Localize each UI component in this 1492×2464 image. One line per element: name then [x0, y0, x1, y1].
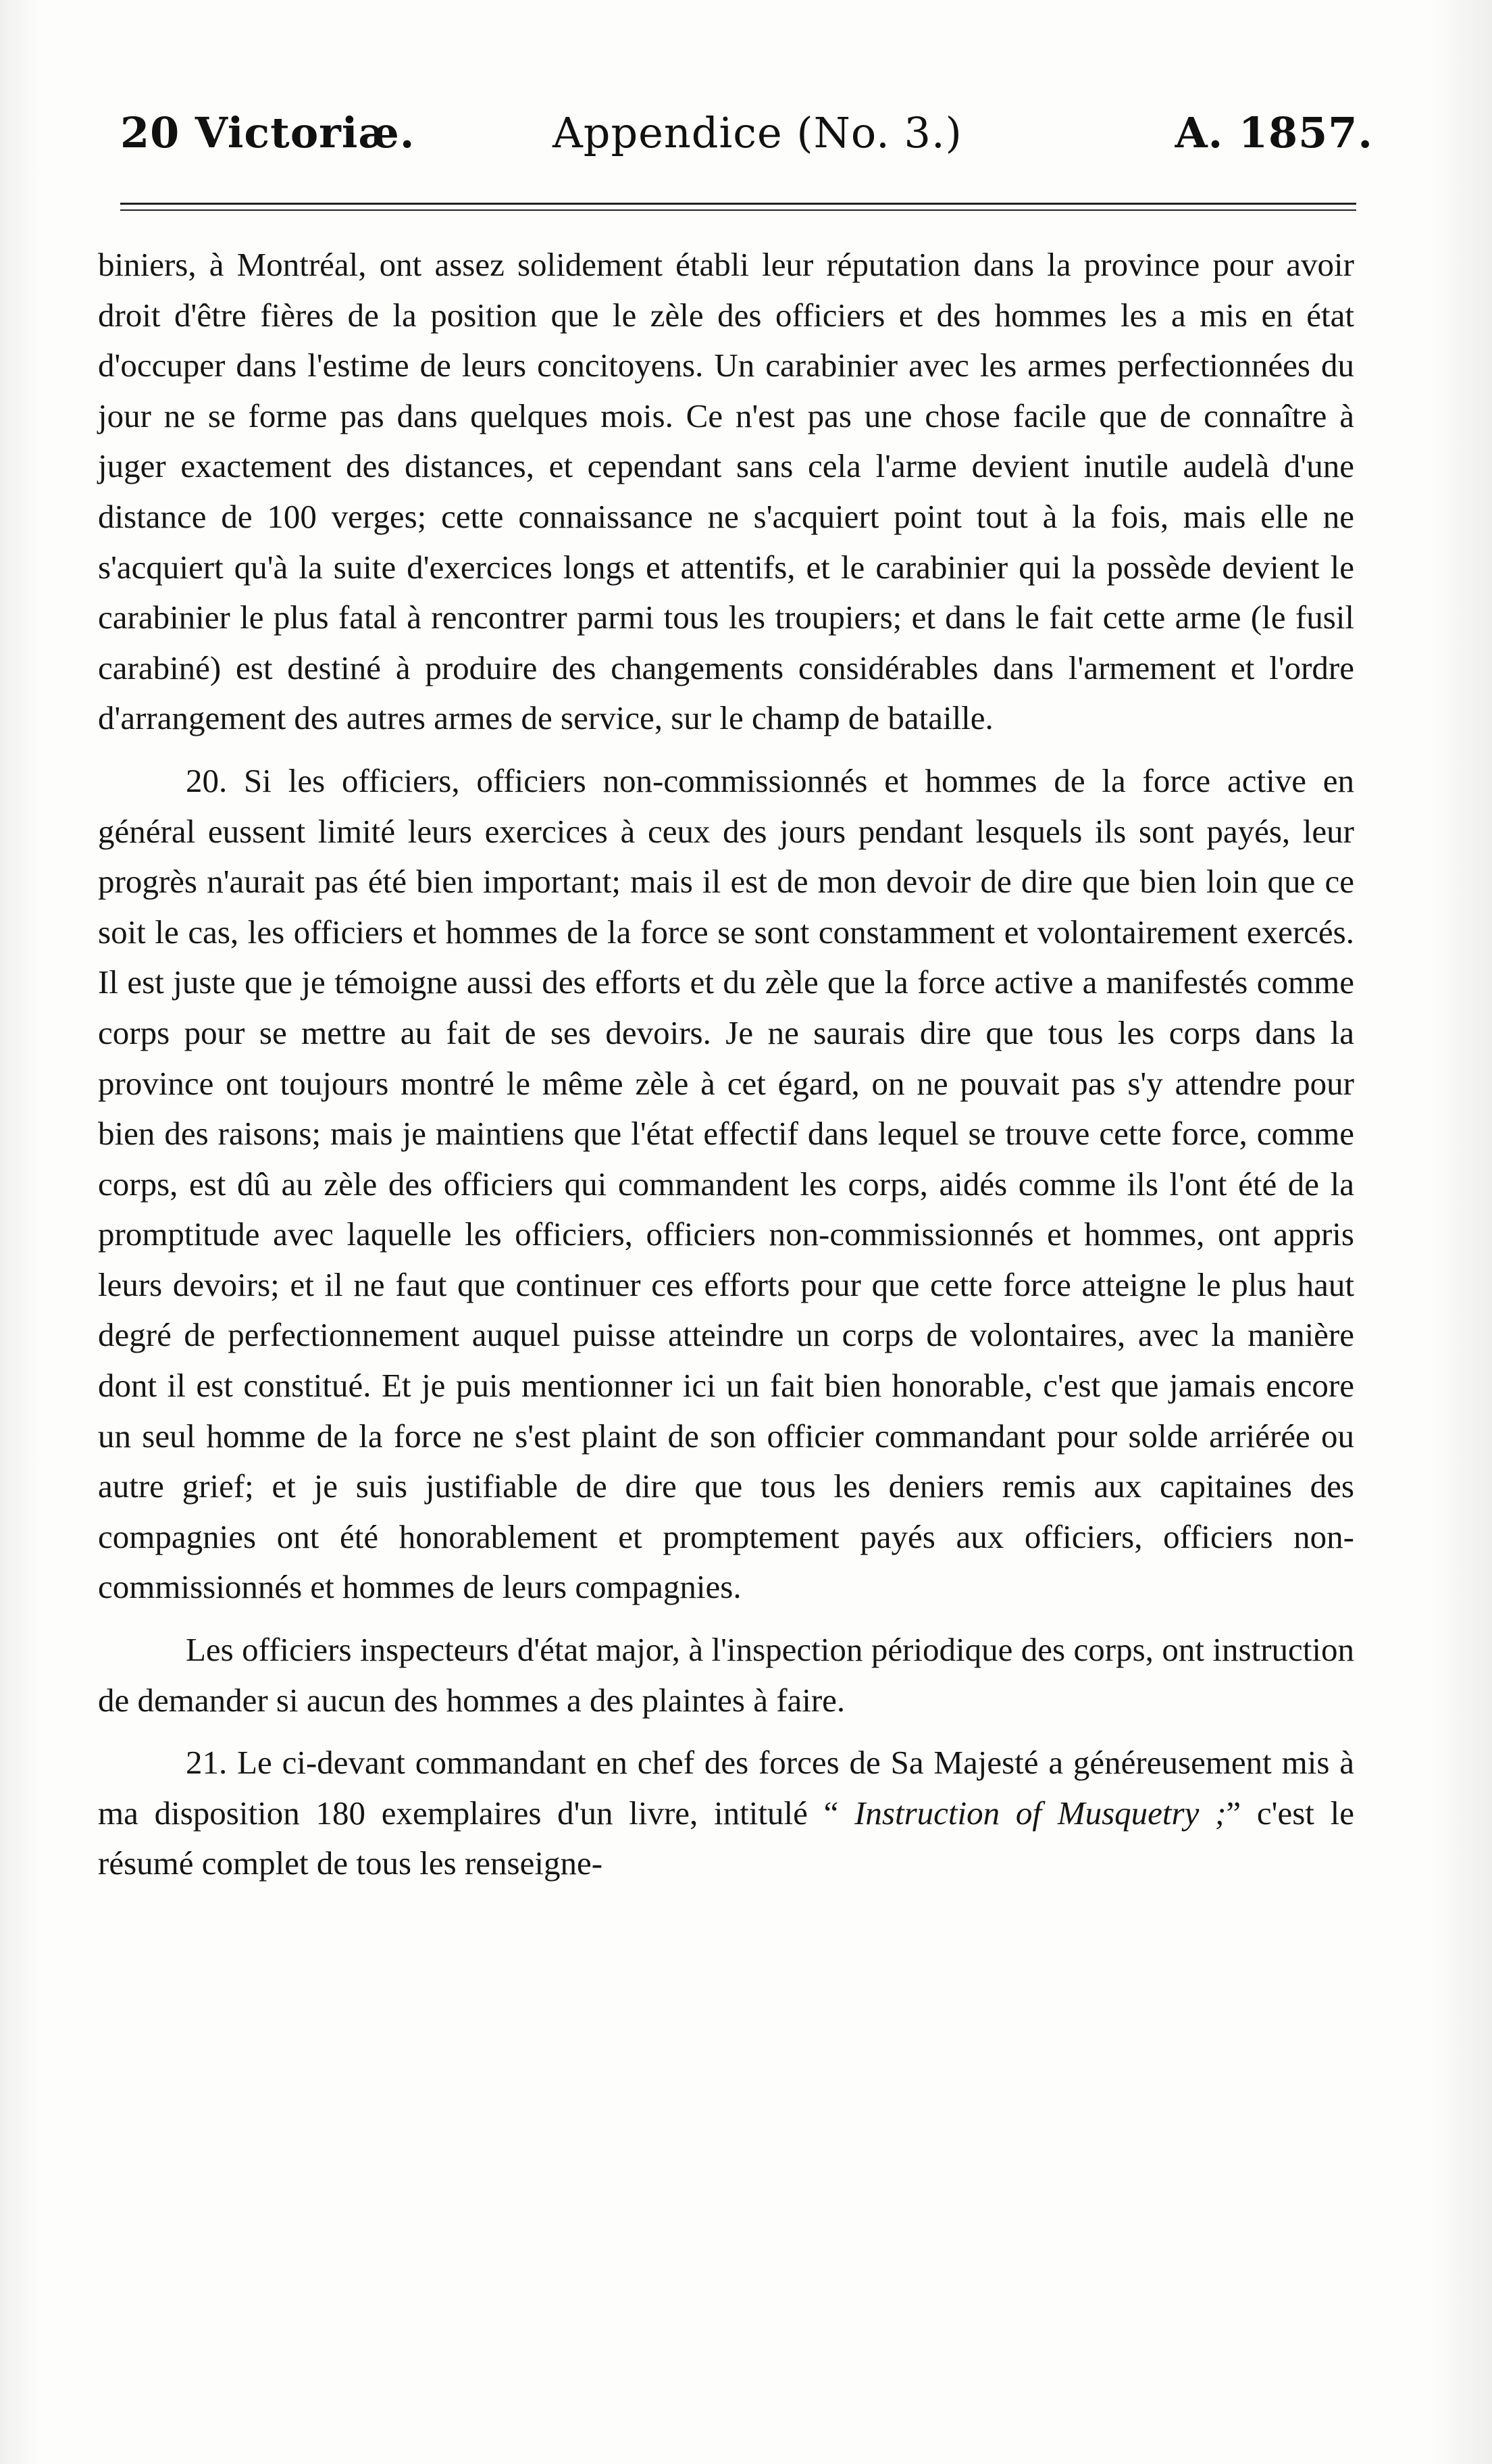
- scan-edge-right: [1431, 0, 1492, 2464]
- paragraph-inspection: Les officiers inspecteurs d'état major, à l'inspection périodique des corps, ont instruction de demander si aucun des hommes a des plaintes à faire.: [98, 1631, 1354, 1719]
- paragraph-continuation: biniers, à Montréal, ont assez solidement établi leur réputation dans la province pour avoir droit d'être fières de la position que le zèle des officiers et des hommes les a mis en état d'occuper dans l'estime de leurs concitoyens. Un carabinier avec les armes perfectionnées du jour ne se forme pas dans quelques mois. Ce n'est pas une chose facile que de connaître à juger exactement des distances, et cependant sans cela l'arme devient inutile audelà d'une distance de 100 verges; cette connaissance ne s'acquiert point tout à la fois, mais elle ne s'acquiert qu'à la suite d'exercices longs et attentifs, et le carabinier qui la possède devient le carabinier le plus fatal à rencontrer parmi tous les troupiers; et dans le fait cette arme (le fusil carabiné) est destiné à produire des changements considérables dans l'armement et l'ordre d'arrangement des autres armes de service, sur le champ de bataille.: [98, 246, 1354, 737]
- header-rule-top: [120, 203, 1356, 205]
- scan-edge-left: [0, 0, 41, 2464]
- body-text: [98, 240, 1354, 1889]
- paragraph-21-end: ” c'est le résumé complet de tous les renseigne-: [98, 1794, 1354, 1882]
- book-title: Instruction of Musquetry ;: [854, 1794, 1227, 1832]
- running-header: [120, 108, 1373, 169]
- header-rule-bottom: [120, 209, 1356, 211]
- header-session: 20 Victoriæ.: [120, 108, 415, 157]
- paragraph-20: 20. Si les officiers, officiers non-commissionnés et hommes de la force active en général eussent limité leurs exercices à ceux des jours pendant lesquels ils sont payés, leur progrès n'aurait pas été bien important; mais il est de mon devoir de dire que bien loin que ce soit le cas, les officiers et hommes de la force se sont constamment et volontairement exercés. Il est juste que je témoigne aussi des efforts et du zèle que la force active a manifestés comme corps pour se mettre au fait de ses devoirs. Je ne saurais dire que tous les corps dans la province ont toujours montré le même zèle à cet égard, on ne pouvait pas s'y attendre pour bien des raisons; mais je maintiens que l'état effectif dans lequel se trouve cette force, comme corps, est dû au zèle des officiers qui commandent les corps, aidés comme ils l'ont été de la promptitude avec laquelle les officiers, officiers non-commissionnés et hommes, ont appris leurs devoirs; et il ne faut que continuer ces efforts pour que cette force atteigne le plus haut degré de perfectionnement auquel puisse atteindre un corps de volontaires, avec la manière dont il est constitué. Et je puis mentionner ici un fait bien honorable, c'est que jamais encore un seul homme de la force ne s'est plaint de son officier commandant pour solde arriérée ou autre grief; et je suis justifiable de dire que tous les deniers remis aux capitaines des compagnies ont été honorablement et promptement payés aux officiers, officiers non-commissionnés et hommes de leurs compagnies.: [98, 761, 1354, 1606]
- header-appendix: Appendice (No. 3.): [552, 108, 962, 157]
- header-year: A. 1857.: [1175, 108, 1373, 157]
- paragraph-21-start: 21. Le ci-devant commandant en chef des forces de Sa Majesté a généreusement mis à ma disposition 180 exemplaires d'un livre, intitulé “: [98, 1744, 1354, 1832]
- paragraph-21: [98, 1738, 1354, 1889]
